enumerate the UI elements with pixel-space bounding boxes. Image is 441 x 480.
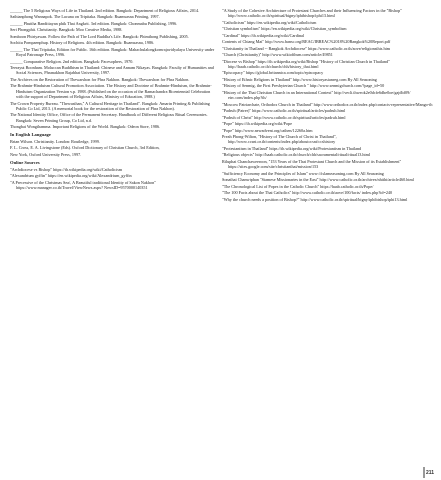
bibliography-entry: "Religious objects" http://haab.catholic.or.th/church/chh/sacramental/ritual/ritual13.html (222, 152, 371, 158)
bibliography-entry: "Pope" https://th.wikipedia.org/wiki/Pope (222, 121, 292, 127)
page-number: 211 (426, 470, 435, 476)
bibliography-entry: ______ The 5 Religious Ways of Life in Thailand. 2nd edition. Bangkok: Department of Religious Affairs, 2014. (10, 8, 200, 13)
bibliography-entry: ______ The Thai Tripitaka, Edition for Public. 16th edition. Bangkok: Mahachulalongkornrajavidyalaya University under Royal Patronage Press, 1996. (10, 46, 215, 58)
bibliography-entry: "Padruh of Christ" http://www.catholic.or.th/spiritual/articles/padruh.html (222, 114, 346, 120)
bibliography-entry: "Church (Christianity)" http://www.wikiofthsm.com/article/49851 (222, 52, 333, 58)
bibliography-entry: "Why the church needs a position of Bishop?" http://www.catholic.or.th/spiritual/bigny/iphibishop/iphi13.html (222, 196, 408, 202)
bibliography-entry: "Alexandrium gyffin" https://en.wikipedia.org/wiki/Alexandrium_gyffin (10, 173, 132, 179)
bibliography-entry: "The 100 Facts about the Thai Catholics" http://www.catholic.or.th/aove/100/facts/ index.php?id=240 (222, 190, 393, 196)
bibliography-entry: "Christianity in Thailand -- Bangkok Archdiocese" https://www.catholic.or.th/aove/religionsthis.htm (222, 45, 390, 51)
bibliography-entry: The Crown Property Bureau. "Thewasthan," A Cultural Heritage in Thailand". Bangkok: Amarin Printing & Publishing Public Co Ltd, 2013. (A memorial book for the restoration of the Restoration of Phra Nakhon). (10, 100, 210, 111)
bibliography-left-column (10, 8, 215, 191)
bibliography-entry: The Archives on the Restoration of Thewarshon for Phra Nakhon. Bangkok: Thewarshon for Phra Nakhon. (10, 76, 190, 82)
bibliography-entry: "History of the Thai Christian Church in an International Context" http://vecli.thweok2e0dcfe6dbe0oe/gajdbf09/ eirc.com/index.php?th/ (222, 89, 411, 101)
bibliography-entry: "Padruh (Patrer)" https://www.catholic.or.th/spiritual/articles/padruh.html (222, 108, 346, 114)
bibliography-entry: Riluphai Chanchaweeroon, "153 Years of the Thai Protestant Church and the Mission of its Establishment" https://sites.google.com/site/christianthai/mission/153 (222, 158, 402, 170)
bibliography-entry: "Episcopacy" https://global.britannica.com/topic/episcopacy (222, 70, 324, 76)
bibliography-entry: Brian Wilson. Christianity. London: Routledge, 1999. (10, 138, 100, 144)
bibliography-entry: "A Precessive of the Christmas Sea/, A Beautiful traditional Identity of Sakon Nakhon" https://www.manager.co.th/Travel/ViewNews.aspx? NewsID=9570000140351 (10, 179, 156, 190)
bibliography-entry: Sonathai Chanwiphan "Siamese Missionaries in the East" http://www.catholic.or.th/archives/nhithi/article460.html (222, 177, 414, 183)
bibliography-entry: "Christian symbolism" https://en.wikipedia.org/wiki/Christian_symbolism (222, 26, 347, 32)
bibliography-entry: "The Chronological List of Popes in the Catholic Church" https://haab.catholic.or.th/Pope/ (222, 183, 374, 189)
bibliography-entry: Teerayut Boonham. Moluccan Buddhism in Thailand: Chinese and Annam Nikayas. Bangkok: Faculty of Humanities and Social Sciences, Phranakhon Rajabhat University, 1997. (10, 65, 214, 76)
bibliography-entry: "Cardinal" https://th.wikipedia.org/wiki/Cardinal (222, 32, 305, 38)
bibliography-entry: "Protestantism in Thailand" https://th.wikipedia.org/wiki/Protestantism in Thailand (222, 145, 362, 151)
page-number-marker (423, 467, 425, 478)
bibliography-entry: "Sufficiency Economy and the Principles of Islam" www://islameasoning.com By All Seasoning (222, 170, 384, 176)
bibliography-entry: "History of Senmig, the First Presbyterian Church " http://www.senmigchurch.com/?page_id=50 (222, 83, 385, 89)
bibliography-entry: Seri Phongphit. Christianity. Bangkok: Moo Creative Media, 1988. (10, 27, 123, 33)
bibliography-entry: "A Study of the Cohesive Architecture of Protestant Churches and their Influencing Factors in the "Bishop" http://www.catholic.or.th/spiritual/bigny/iphibishop/iphi13.html (222, 8, 402, 19)
bibliography-entry: "Pope" http://www.newadvent.org/cathen/12260a.htm (222, 127, 313, 133)
bibliography-entry: Thongbai Wongthamma. Important Religions of the World. Bangkok: Odeon Store, 1986. (10, 124, 161, 130)
bibliography-entry: Sochitu Pompaenphup. History of Religions. 4th edition. Bangkok: Ruamsasna, 1986. (10, 40, 155, 46)
bibliography-entry: "Catholicism" https://en.wikipedia.org/wiki/Catholicism (222, 19, 317, 25)
bibliography-entry: ______ Phuttha Bandittayan phik Thai Angkrit. 3rd edition. Bangkok: Chonmabu Publishing, 1996. (10, 20, 178, 26)
bibliography-entry: The National Identity Office, Office of the Permanent Secretary. Handbook of Different Religious Ritual Ceremonies. Bangkok: Seven Printing Group, Co Ltd, n.d. (10, 112, 208, 123)
bibliography-entry: Somboon Phiriyawan. Follow the Path of The Lord Buddha's Life. Bangkok: Phimthong Publishing, 2005. (10, 33, 189, 39)
bibliography-entry: Sathianphong Wannapok. The Lacuna on Tripitaka. Bangkok: Ruamsasna Printing, 1997. (10, 14, 160, 20)
section-heading: Online Sources (10, 159, 40, 165)
bibliography-entry: Preah Phong-Wilton, "History of The Church of Christ in Thailand", http://www.ccsnt.or.th/contents/index.php/aboutccsnt/ccshistory (222, 134, 337, 145)
bibliography-right-column (222, 8, 434, 203)
bibliography-entry: "Archdiocese vs Bishop" https://th.wikipedia.org/wiki/Catholicism (10, 166, 123, 172)
bibliography-entry: Contents of Chiang Mai" http://www.bansc.org/REAC/IBREAC%2018%20Bangkok%20Report.pdf (222, 39, 391, 45)
bibliography-entry: "Diocese vs Bishop" https://th.wikipedia.org/wiki/Bishop "History of Christian Church in Thailand" http://haab.catholic.or.th/church/chh/history_thai.html (222, 58, 390, 69)
section-heading: In English Language (10, 131, 51, 137)
bibliography-entry: F. L. Cross, E. A. Livingstone (Eds). Oxford Dictionary of Christian Church, 3rd Edition, (10, 145, 160, 151)
bibliography-entry: "History of Ethnic Religions in Thailand" http://www.historyasianreg.com By All Seasoning (222, 76, 377, 82)
bibliography-entry: "Moscow Patriarchate, Orthodox Church in Thailand" http://www.orthodox.or.th/index.php/contacts-representative/Mango-th (222, 101, 433, 107)
bibliography-entry: ______ Comparative Religion. 2nd edition. Bangkok: Pacesophers, 1970. (10, 58, 134, 64)
bibliography-entry: New York, Oxford University Press, 1997. (10, 151, 82, 157)
bibliography-entry: The Brahmin-Hinduism Cultural Promotion Association. The History and Doctrine of Brahmin-Hinduism, the Brahmin-Hinduism Organization Version v.p. 1988. (Published on the occasion of the Ramachandra Bicentennial Celebration with the support of Department of Religious Affairs, Ministry of Education, 1988.) (10, 83, 212, 100)
